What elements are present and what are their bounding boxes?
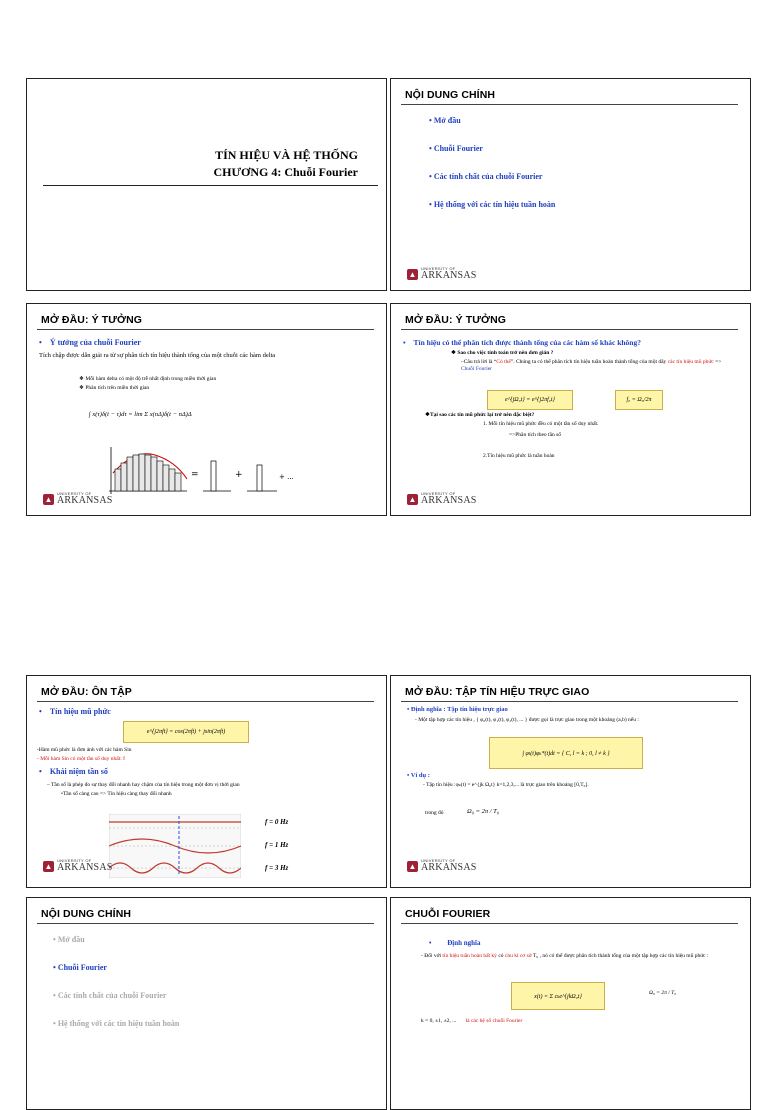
- outline-item-active: • Chuỗi Fourier: [53, 963, 107, 972]
- outline-item: • Hệ thống với các tín hiệu tuần hoàn: [429, 200, 556, 209]
- answer-1: –Câu trả lời là “Có thể”. Chúng ta có thể phân tích tín hiệu tuần hoàn thành tổng của một dãy các tín hiệu mũ phức => Chuỗi Fourier: [461, 359, 722, 372]
- definition-heading: • Định nghĩa : Tập tín hiệu trực giao: [407, 706, 508, 713]
- slide-idea-1: [26, 303, 387, 516]
- point-1: 1. Mỗi tín hiệu mũ phức đều có một tần số duy nhất.: [483, 421, 599, 427]
- slide-heading: MỞ ĐẦU: Ý TƯỞNG: [41, 314, 143, 326]
- slide-title-line1: TÍN HIỆU VÀ HỆ THỐNG: [215, 148, 358, 162]
- slide-heading: NỘI DUNG CHÍNH: [405, 89, 496, 101]
- bullet-heading: • Ý tưởng của chuỗi Fourier: [39, 338, 141, 347]
- slide-orthogonal: [390, 675, 751, 888]
- definition-text: - Một tập hợp các tín hiệu , { φ₀(t), φ₁(t), φ₂(t), ... } được gọi là trực giao trong một khoảng (a,b) nếu :: [415, 717, 639, 723]
- svg-text:+: +: [235, 470, 243, 480]
- university-logo: ▲ UNIVERSITY OF ARKANSAS: [44, 858, 113, 873]
- outline-item: • Hệ thống với các tín hiệu tuần hoàn: [53, 1019, 180, 1028]
- heading-rule: [401, 104, 738, 105]
- slide-outline: [390, 78, 751, 291]
- coefficient-text: k = 0, ±1, ±2, ... là các hệ số chuỗi Fourier: [421, 1018, 523, 1024]
- razorback-icon: ▲: [408, 494, 417, 504]
- question-1: ❖ Sao cho việc tính toán trở nên đơn giản ?: [451, 350, 554, 356]
- heading-rule: [37, 701, 374, 702]
- example-text: - Tập tín hiệu :φₖ(t) = e^{jk Ω₀t} k=1,2,3,... là trực giao trên khoảng [0,T₀].: [423, 782, 589, 788]
- slide-heading: MỞ ĐẦU: TẬP TÍN HIỆU TRỰC GIAO: [405, 686, 590, 698]
- definition-heading: • Định nghĩa: [429, 939, 481, 947]
- heading-rule: [37, 923, 374, 924]
- title-divider: [43, 185, 378, 186]
- slide-heading: NỘI DUNG CHÍNH: [41, 908, 132, 920]
- frequency-box: f₀ = Ω₀/2π: [615, 390, 663, 410]
- outline-item: • Mở đầu: [53, 935, 85, 944]
- orthogonality-box: ∫ φₗ(t)φₖ*(t)dt = { C, l = k ; 0, l ≠ k }: [489, 737, 643, 769]
- definition-text: - Đối với tín hiệu tuần hoàn bất kỳ có chu kì cơ sở T₀ , nó có thể được phân tích thành tổng của một tập hợp các tín hiệu mũ phức :: [421, 953, 709, 959]
- svg-text:=: =: [191, 470, 199, 480]
- outline-item: • Các tính chất của chuỗi Fourier: [429, 172, 543, 181]
- sub-point: ❖ Phân tích trên miền thời gian: [79, 385, 150, 391]
- slide-title: [26, 78, 387, 291]
- sub-point: ❖ Mỗi hàm delta có một độ trễ nhất định trong miền thời gian: [79, 376, 217, 382]
- razorback-icon: ▲: [44, 494, 53, 504]
- university-logo: ▲ UNIVERSITY OF ARKANSAS: [44, 491, 113, 506]
- complex-exp-box: e^{jΩ₀t} = e^{j2πf₀t}: [487, 390, 573, 410]
- body-text-red: - Mỗi hàm Sin có một tần số duy nhất: f: [37, 756, 125, 762]
- label-f1: f = 1 Hz: [265, 841, 289, 849]
- delta-decomposition-figure: [105, 439, 297, 501]
- label-f0: f = 0 Hz: [265, 818, 289, 826]
- body-text: Tích chập được dẫn giải ra từ sự phân tích tín hiệu thành tổng của một chuỗi các hàm delta: [39, 352, 276, 359]
- example-heading: • Ví dụ :: [407, 772, 430, 779]
- razorback-icon: ▲: [408, 269, 417, 279]
- heading-rule: [37, 329, 374, 330]
- razorback-icon: ▲: [44, 861, 53, 871]
- slide-idea-2: [390, 303, 751, 516]
- slide-title-line2: CHƯƠNG 4: Chuỗi Fourier: [213, 165, 358, 179]
- question-2: ❖Tại sao các tín mũ phức lại trở nên đặc biệt?: [425, 412, 535, 418]
- university-logo: ▲ UNIVERSITY OF ARKANSAS: [408, 858, 477, 873]
- body-text: •Tần số càng cao => Tín hiệu càng thay đổi nhanh: [61, 791, 172, 797]
- euler-formula-box: e^{j2πft} = cos(2πft) + jsin(2πft): [123, 721, 249, 743]
- slide-fourier-series: [390, 897, 751, 1110]
- where-label: trong đó: [425, 810, 444, 816]
- slide-heading: MỞ ĐẦU: Ý TƯỞNG: [405, 314, 507, 326]
- slide-heading: CHUỖI FOURIER: [405, 908, 491, 920]
- heading-rule: [401, 701, 738, 702]
- point-2: 2.Tín hiệu mũ phức là tuần hoàn: [483, 453, 555, 459]
- body-text: -Hàm mũ phức là đơn ảnh với các hàm Sin: [37, 747, 132, 753]
- point-1b: =>Phân tích theo tần số: [509, 432, 562, 438]
- slide-review: [26, 675, 387, 888]
- university-logo: ▲ UNIVERSITY OF ARKANSAS: [408, 266, 477, 281]
- outline-item: • Chuỗi Fourier: [429, 144, 483, 153]
- outline-item: • Các tính chất của chuỗi Fourier: [53, 991, 167, 1000]
- outline-item: • Mở đầu: [429, 116, 461, 125]
- omega-formula: Ω₀ = 2π / T₀: [467, 808, 500, 815]
- convolution-formula: ∫ x(τ)δ(t − τ)dτ = lim Σ x(nΔ)δ(t − nΔ)Δ: [89, 411, 192, 418]
- university-logo: ▲ UNIVERSITY OF ARKANSAS: [408, 491, 477, 506]
- omega-formula: Ω₀ = 2π / T₀: [649, 990, 677, 996]
- frequency-waves-plot: [109, 814, 241, 878]
- razorback-icon: ▲: [408, 861, 417, 871]
- heading-rule: [401, 329, 738, 330]
- svg-text:+ ...: + ...: [279, 473, 294, 481]
- heading-rule: [401, 923, 738, 924]
- fourier-series-box: x(t) = Σ cₖe^{jkΩ₀t}: [511, 982, 605, 1010]
- bullet-heading: • Khái niệm tần số: [39, 767, 108, 776]
- body-text: – Tần số là phép đo sự thay đổi nhanh hay chậm của tín hiệu trong một đơn vị thời gian: [47, 782, 240, 788]
- label-f3: f = 3 Hz: [265, 864, 289, 872]
- slide-outline-2: [26, 897, 387, 1110]
- slide-heading: MỞ ĐẦU: ÔN TẬP: [41, 686, 132, 698]
- bullet-heading: • Tín hiệu mũ phức: [39, 707, 111, 716]
- bullet-heading: • Tín hiệu có thể phân tích được thành tổng của các hàm số khác không?: [403, 338, 641, 347]
